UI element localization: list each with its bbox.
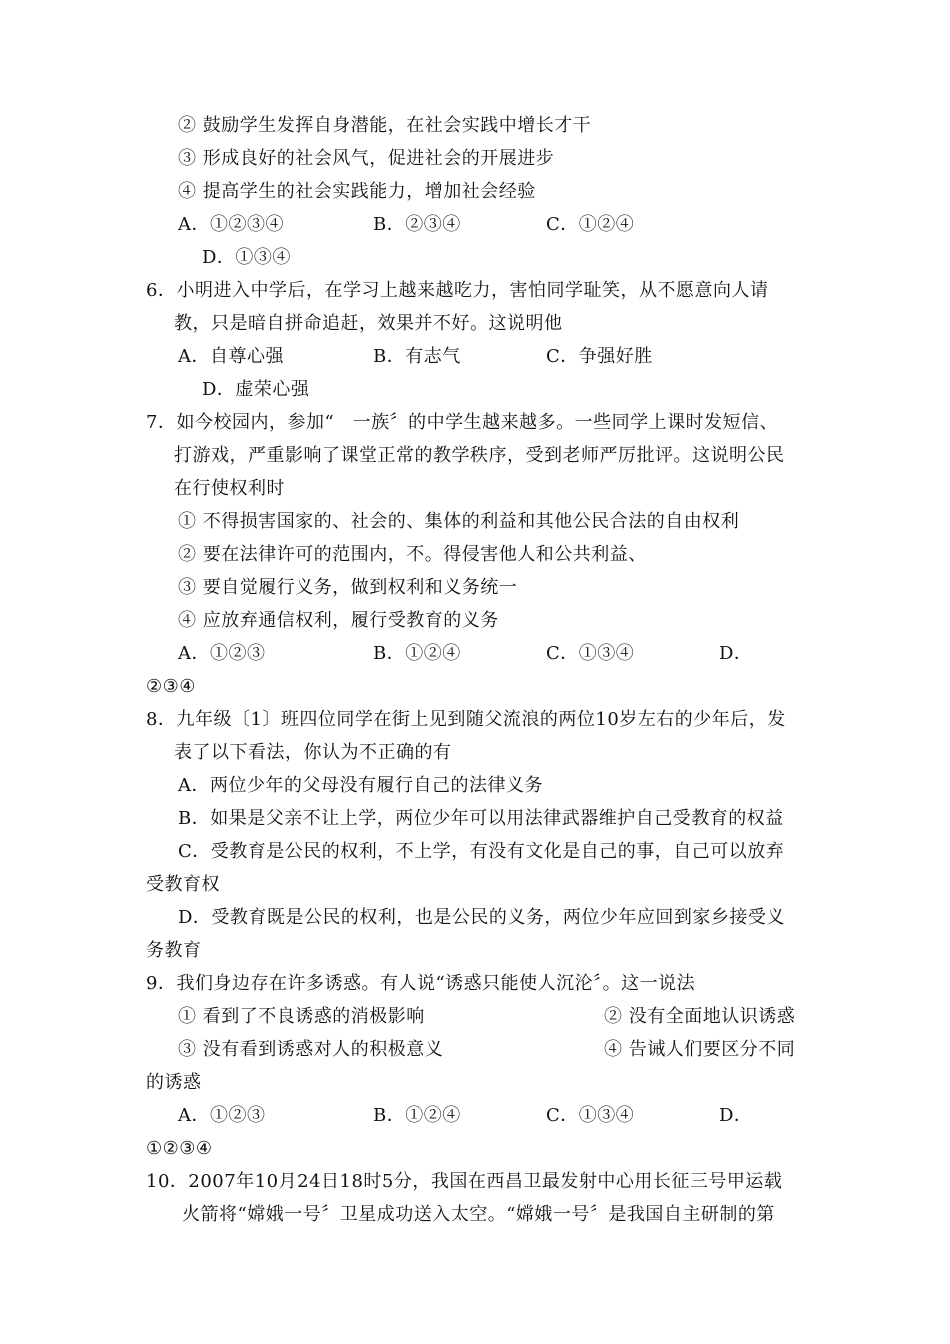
q5-option-b: B．②③④ <box>373 214 461 235</box>
q9-statement-2: ② 没有全面地认识诱惑 <box>604 1006 796 1027</box>
q9-option-d-content: ①②③④ <box>146 1138 213 1159</box>
q6-option-c: C．争强好胜 <box>546 346 653 367</box>
q5-statement-4: ④ 提高学生的社会实践能力，增加社会经验 <box>178 181 536 202</box>
q10-question-line-1: 10．2007年10月24日18时5分，我国在西昌卫最发射中心用长征三号甲运载 <box>146 1171 783 1192</box>
q8-option-a: A．两位少年的父母没有履行自己的法律义务 <box>178 775 543 796</box>
q6-option-a: A．自尊心强 <box>178 346 284 367</box>
q5-statement-2: ② 鼓励学生发挥自身潜能，在社会实践中增长才干 <box>178 115 592 136</box>
q6-option-b: B．有志气 <box>373 346 461 367</box>
q7-statement-3: ③ 要自觉履行义务，做到权利和义务统一 <box>178 577 518 598</box>
q7-option-a: A．①②③ <box>178 643 266 664</box>
q9-option-c: C．①③④ <box>546 1105 635 1126</box>
q9-question-line-1: 9．我们身边存在许多诱惑。有人说“诱惑只能使人沉沦〞。这一说法 <box>146 973 696 994</box>
q7-question-line-1: 7．如今校园内，参加“ 一族〞的中学生越来越多。一些同学上课时发短信、 <box>146 412 779 433</box>
q7-option-b: B．①②④ <box>373 643 461 664</box>
q8-option-c-line-1: C．受教育是公民的权利，不上学，有没有文化是自己的事，自己可以放弃 <box>178 841 785 862</box>
q8-option-d-line-1: D．受教育既是公民的权利，也是公民的义务，两位少年应回到家乡接受义 <box>178 907 785 928</box>
q9-statement-1: ① 看到了不良诱惑的消极影响 <box>178 1006 425 1027</box>
q7-question-line-3: 在行使权利时 <box>174 478 285 499</box>
q8-question-line-1: 8．九年级〔1〕班四位同学在街上见到随父流浪的两位10岁左右的少年后，发 <box>146 709 786 730</box>
q6-option-d: D．虚荣心强 <box>202 379 310 400</box>
q10-question-line-2: 火箭将“嫦娥一号〞卫星成功送入太空。“嫦娥一号〞是我国自主研制的第 <box>182 1204 775 1225</box>
q7-option-d: D． <box>719 643 753 664</box>
q7-statement-1: ① 不得损害国家的、社会的、集体的利益和其他公民合法的自由权利 <box>178 511 740 532</box>
q5-option-d: D．①③④ <box>202 247 291 268</box>
q9-option-d: D． <box>719 1105 753 1126</box>
q6-question-line-1: 6．小明进入中学后，在学习上越来越吃力，害怕同学耻笑，从不愿意向人请 <box>146 280 769 301</box>
q5-option-a: A．①②③④ <box>178 214 284 235</box>
q8-option-c-line-2: 受教育权 <box>146 874 220 895</box>
q8-option-b: B．如果是父亲不让上学，两位少年可以用法律武器维护自己受教育的权益 <box>178 808 784 829</box>
q5-option-c: C．①②④ <box>546 214 635 235</box>
q9-option-b: B．①②④ <box>373 1105 461 1126</box>
q7-option-d-content: ②③④ <box>146 676 196 697</box>
q5-statement-3: ③ 形成良好的社会风气，促进社会的开展进步 <box>178 148 555 169</box>
q9-statement-4-cont: 的诱惑 <box>146 1072 202 1093</box>
q8-question-line-2: 表了以下看法，你认为不正确的有 <box>174 742 452 763</box>
q7-statement-2: ② 要在法律许可的范围内，不。得侵害他人和公共利益、 <box>178 544 647 565</box>
q9-option-a: A．①②③ <box>178 1105 266 1126</box>
q7-question-line-2: 打游戏，严重影响了课堂正常的教学秩序，受到老师严厉批评。这说明公民 <box>174 445 785 466</box>
q9-statement-4: ④ 告诫人们要区分不同 <box>604 1039 796 1060</box>
q7-option-c: C．①③④ <box>546 643 635 664</box>
q8-option-d-line-2: 务教育 <box>146 940 202 961</box>
q6-question-line-2: 教，只是暗自拼命追赶，效果并不好。这说明他 <box>174 313 563 334</box>
q7-statement-4: ④ 应放弃通信权利，履行受教育的义务 <box>178 610 499 631</box>
q9-statement-3: ③ 没有看到诱惑对人的积极意义 <box>178 1039 444 1060</box>
